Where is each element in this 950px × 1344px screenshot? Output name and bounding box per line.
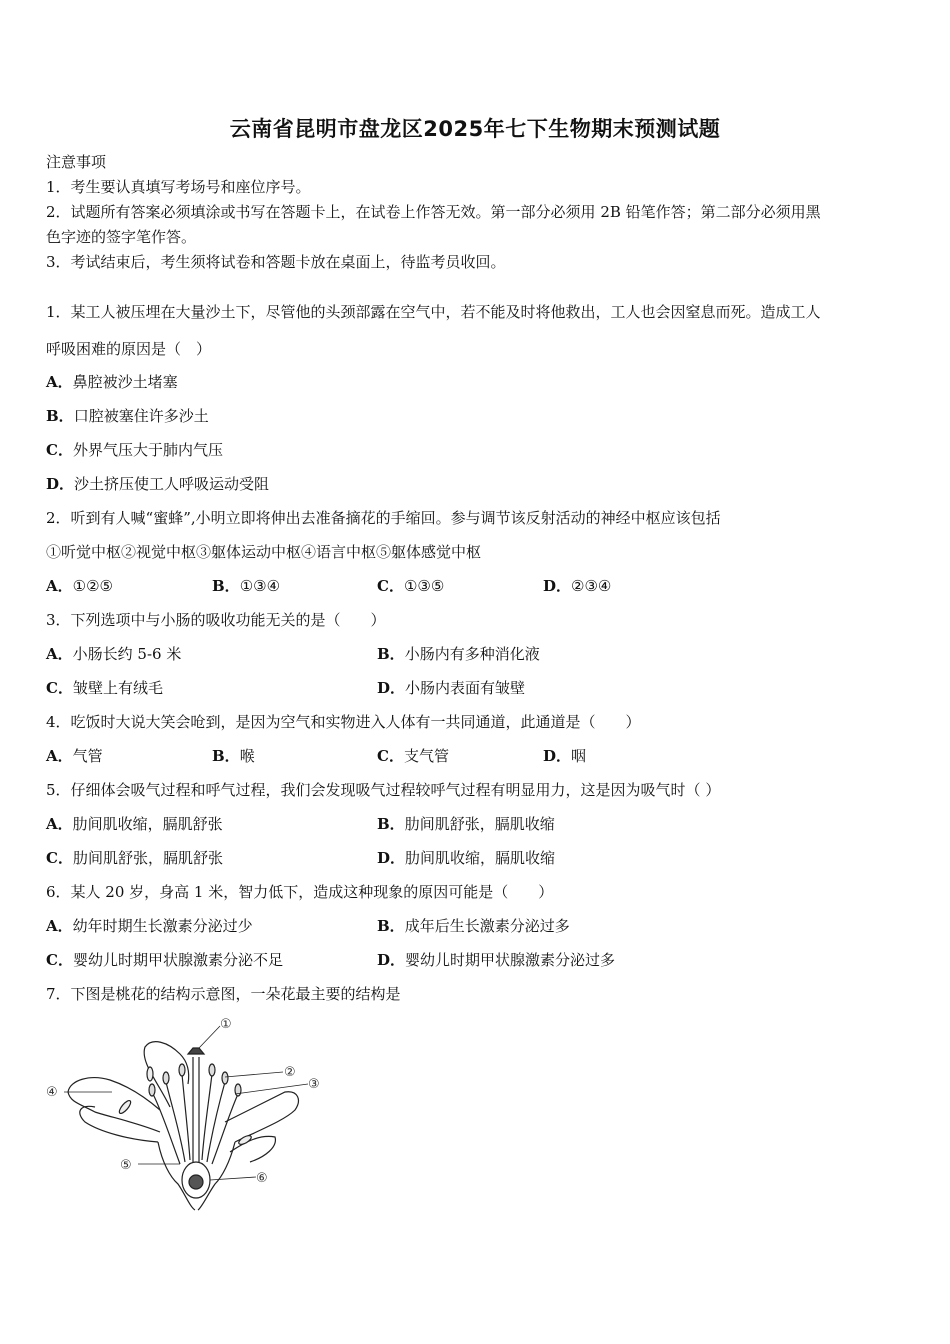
label-4: ④ (46, 1085, 58, 1100)
q2-option-c: C．①③⑤ (377, 577, 445, 595)
q6-option-b: B．成年后生长激素分泌过多 (377, 917, 570, 935)
anther (222, 1072, 228, 1084)
label-3: ③ (308, 1077, 320, 1092)
q5-option-d: D．肋间肌收缩，膈肌收缩 (377, 849, 556, 867)
anther (163, 1072, 169, 1084)
notes-heading: 注意事项 (46, 153, 107, 171)
label-2: ② (284, 1065, 296, 1080)
q4-option-b: B．喉 (212, 747, 255, 765)
q4-option-c: C．支气管 (377, 747, 449, 765)
question-4-stem: 4．吃饭时大说大笑会呛到，是因为空气和实物进入人体有一共同通道，此通道是（ ） (46, 713, 641, 731)
question-2-stem-cont: ①听觉中枢②视觉中枢③躯体运动中枢④语言中枢⑤躯体感觉中枢 (46, 543, 482, 561)
question-2-stem: 2．听到有人喊“蜜蜂”,小明立即将伸出去准备摘花的手缩回。参与调节该反射活动的神经中枢应该包括 (46, 509, 721, 527)
anther (149, 1084, 155, 1096)
question-7-stem: 7．下图是桃花的结构示意图，一朵花最主要的结构是 (46, 985, 401, 1003)
q3-option-a: A．小肠长约 5-6 米 (46, 645, 182, 663)
q1-option-b: B．口腔被塞住许多沙土 (46, 407, 209, 425)
left-petal (68, 1078, 160, 1132)
anther (179, 1064, 185, 1076)
q5-option-a: A．肋间肌收缩，膈肌舒张 (46, 815, 223, 833)
stamen-filament (153, 1094, 180, 1164)
stamen-filament (212, 1094, 238, 1164)
peach-flower-diagram (40, 1012, 340, 1217)
q3-option-c: C．皱壁上有绒毛 (46, 679, 163, 697)
q2-option-a: A．①②⑤ (46, 577, 113, 595)
note-item-2-cont: 色字迹的签字笔作答。 (46, 228, 197, 246)
q2-option-b: B．①③④ (212, 577, 281, 595)
q2-option-d: D．②③④ (543, 577, 612, 595)
q1-option-c: C．外界气压大于肺内气压 (46, 441, 223, 459)
q4-option-d: D．咽 (543, 747, 587, 765)
question-1-stem-cont: 呼吸困难的原因是（ ） (46, 340, 212, 358)
q5-option-b: B．肋间肌舒张，膈肌收缩 (377, 815, 555, 833)
q3-option-b: B．小肠内有多种消化液 (377, 645, 540, 663)
label-5: ⑤ (120, 1158, 132, 1173)
q5-option-c: C．肋间肌舒张，膈肌舒张 (46, 849, 223, 867)
ovule (189, 1175, 203, 1189)
q6-option-d: D．婴幼儿时期甲状腺激素分泌过多 (377, 951, 616, 969)
question-5-stem: 5．仔细体会吸气过程和呼气过程，我们会发现吸气过程较呼气过程有明显用力，这是因为吸气时（ ） (46, 781, 721, 799)
note-item-1: 1．考生要认真填写考场号和座位序号。 (46, 178, 311, 196)
lower-right-petal (230, 1136, 275, 1162)
label-6: ⑥ (256, 1171, 268, 1186)
q6-option-c: C．婴幼儿时期甲状腺激素分泌不足 (46, 951, 283, 969)
exam-title: 云南省昆明市盘龙区2025年七下生物期末预测试题 (229, 117, 721, 141)
note-item-2: 2．试题所有答案必须填涂或书写在答题卡上，在试卷上作答无效。第一部分必须用 2B 铅笔作答；第二部分必须用黑 (46, 203, 821, 221)
stamen-filament (202, 1074, 212, 1160)
q1-option-a: A．鼻腔被沙土堵塞 (46, 373, 178, 391)
anther (209, 1064, 215, 1076)
note-item-3: 3．考试结束后，考生须将试卷和答题卡放在桌面上，待监考员收回。 (46, 253, 506, 271)
question-1-stem: 1．某工人被压埋在大量沙土下，尽管他的头颈部露在空气中，若不能及时将他救出，工人也会因窒息而死。造成工人 (46, 303, 821, 321)
stigma (188, 1048, 204, 1054)
stamen-filament (182, 1074, 190, 1160)
q4-option-a: A．气管 (46, 747, 103, 765)
q1-option-d: D．沙土挤压使工人呼吸运动受阻 (46, 475, 270, 493)
question-3-stem: 3．下列选项中与小肠的吸收功能无关的是（ ） (46, 611, 386, 629)
q3-option-d: D．小肠内表面有皱壁 (377, 679, 526, 697)
question-6-stem: 6．某人 20 岁，身高 1 米，智力低下，造成这种现象的原因可能是（ ） (46, 883, 554, 901)
q6-option-a: A．幼年时期生长激素分泌过少 (46, 917, 253, 935)
label-1: ① (220, 1017, 232, 1032)
pistil-style (193, 1057, 199, 1162)
